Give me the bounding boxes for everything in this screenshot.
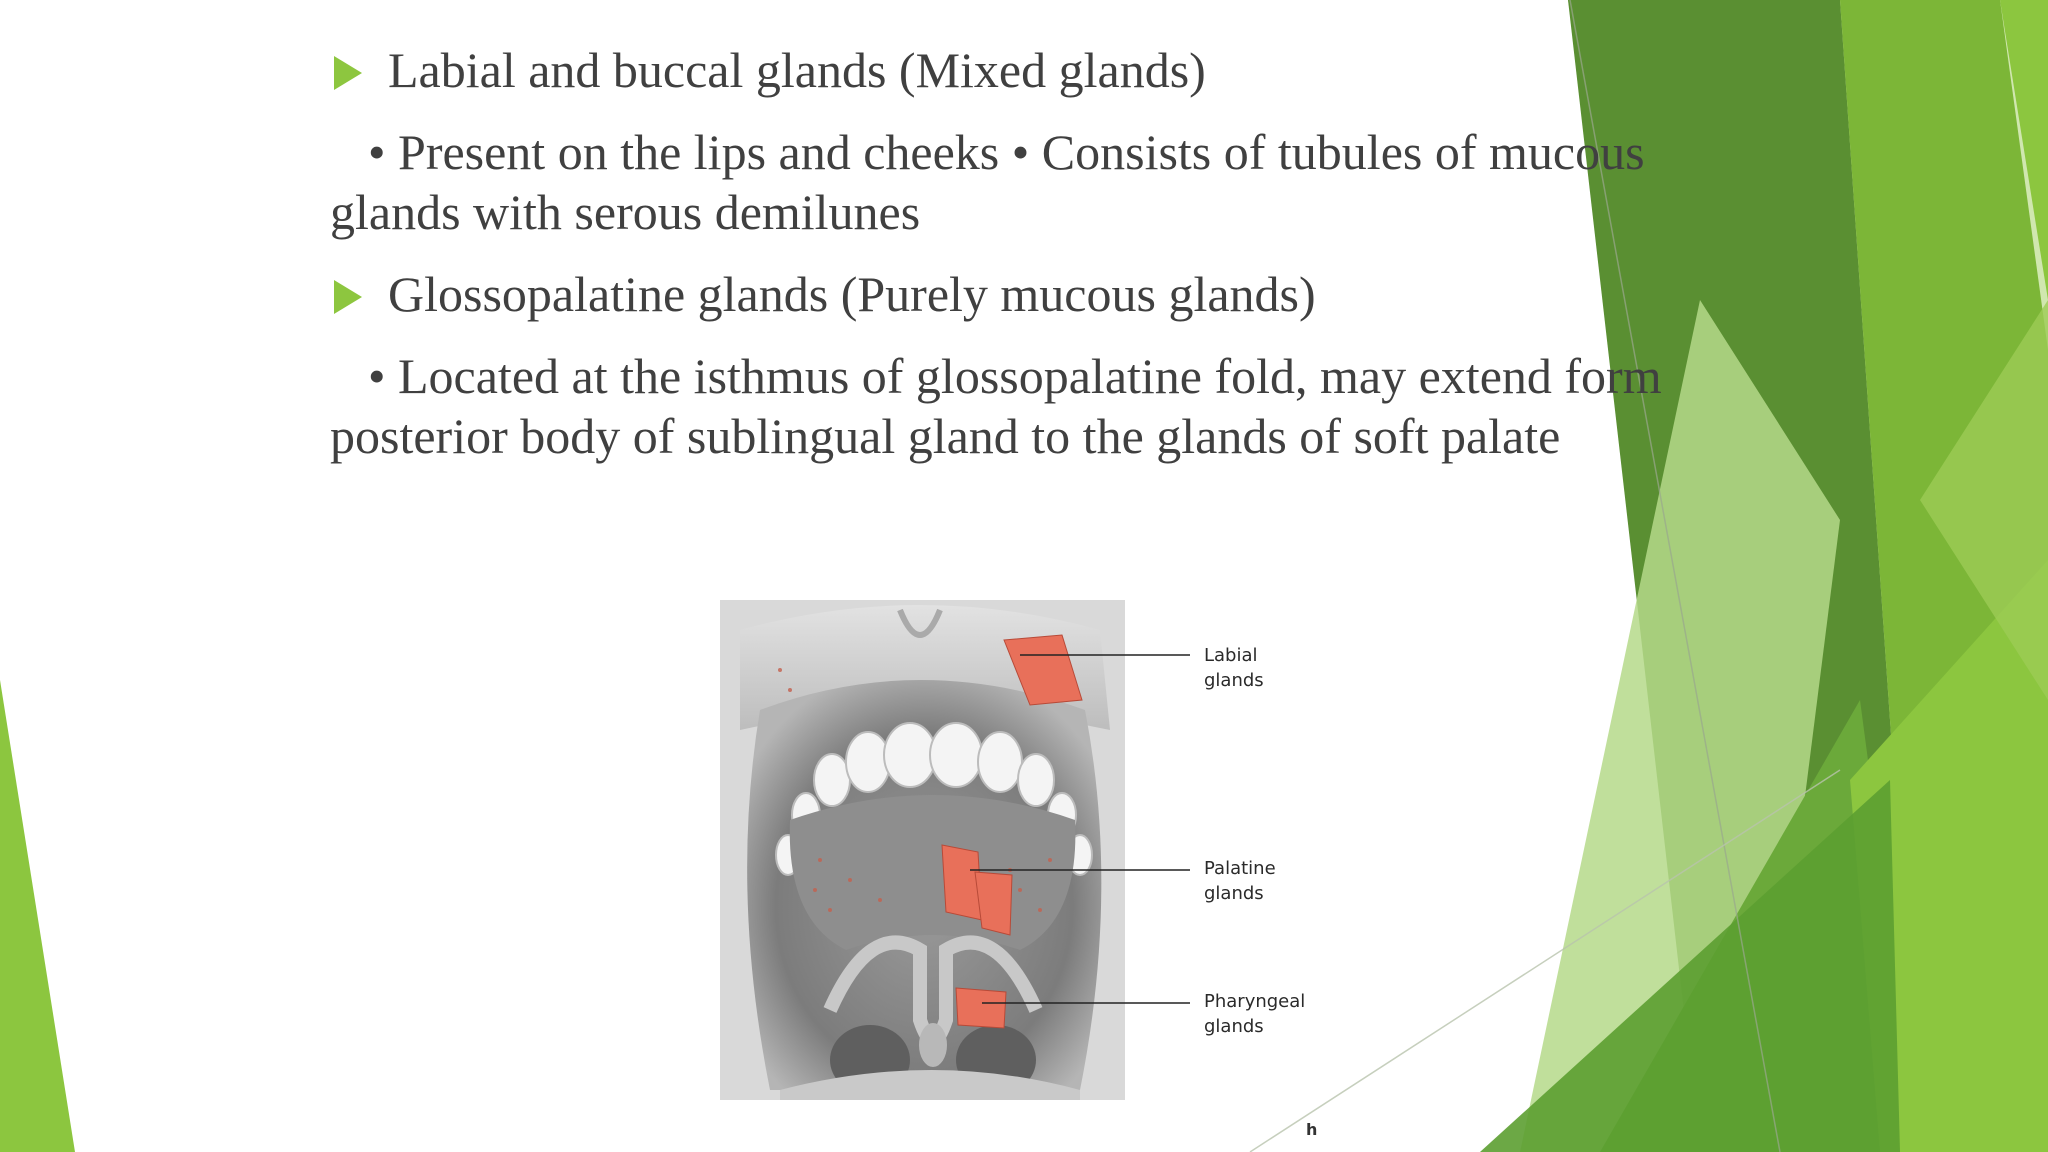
label-line: Labial [1204, 645, 1258, 666]
label-pharyngeal-glands [1204, 989, 1364, 1039]
label-line: glands [1204, 670, 1264, 691]
label-line: glands [1204, 883, 1264, 904]
bullet-heading: Glossopalatine glands (Purely mucous glands) [388, 266, 1316, 322]
detail-line: glands with serous demilunes [330, 184, 921, 240]
figure-panel-letter: h [1306, 1120, 1318, 1139]
bullet-labial-buccal [330, 40, 1730, 100]
bullet-arrow-icon [334, 280, 362, 314]
label-line: Pharyngeal [1204, 991, 1306, 1012]
labial-buccal-detail [330, 122, 1730, 242]
bullet-glossopalatine [330, 264, 1730, 324]
glossopalatine-detail [330, 346, 1730, 466]
bullet-arrow-icon [334, 56, 362, 90]
label-line: Palatine [1204, 858, 1276, 879]
slide-body-text [330, 40, 1730, 488]
detail-line: • Present on the lips and cheeks • Consists of tubules of mucous [368, 124, 1645, 180]
detail-line: posterior body of sublingual gland to the glands of soft palate [330, 408, 1561, 464]
detail-line: • Located at the isthmus of glossopalatine fold, may extend form [368, 348, 1662, 404]
oral-cavity-figure [720, 590, 1320, 1152]
label-line: glands [1204, 1016, 1264, 1037]
label-palatine-glands [1204, 856, 1364, 906]
label-labial-glands [1204, 643, 1364, 693]
bullet-heading: Labial and buccal glands (Mixed glands) [388, 42, 1206, 98]
